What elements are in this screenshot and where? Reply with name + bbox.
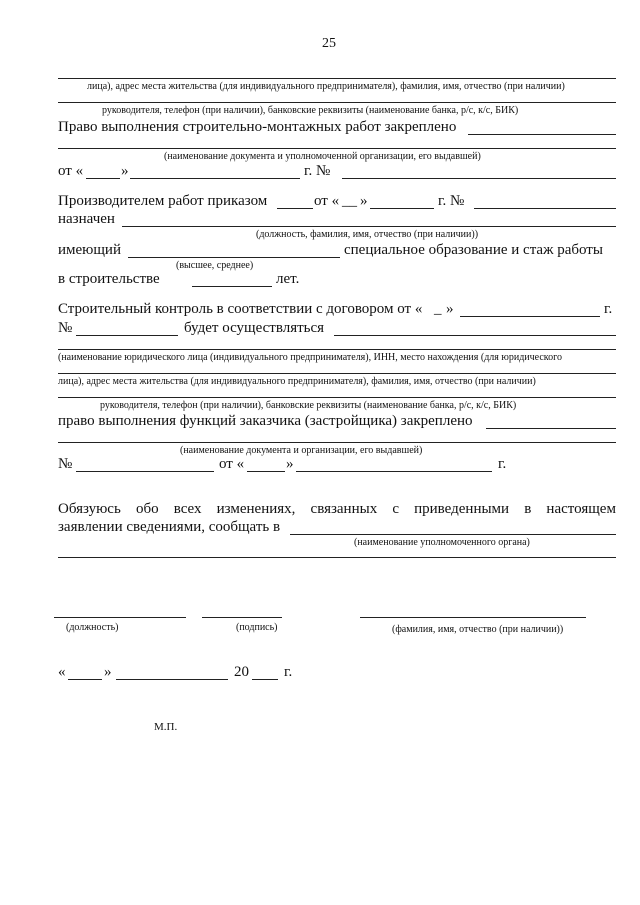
producer-from: от «	[314, 193, 340, 209]
field-line[interactable]	[58, 373, 616, 374]
appointed-field[interactable]	[122, 226, 616, 227]
special-education-label: специальное образование и стаж работы	[344, 242, 603, 258]
stamp-place: М.П.	[154, 721, 178, 733]
commit-word: изменениях,	[216, 501, 296, 517]
caption-fullname: (фамилия, имя, отчество (при наличии))	[392, 624, 564, 635]
date-year-prefix: 20	[234, 664, 249, 680]
signature-field[interactable]	[202, 617, 282, 618]
field-line[interactable]	[468, 134, 616, 135]
date-year-field[interactable]	[252, 679, 278, 680]
controller-field[interactable]	[334, 335, 616, 336]
producer-year: г. №	[438, 193, 465, 209]
page-number: 25	[322, 36, 336, 51]
contract-number-field[interactable]	[76, 335, 178, 336]
commit-word: обо	[135, 501, 159, 517]
control-day[interactable]: _	[434, 301, 442, 317]
commitment-line-1	[58, 502, 616, 517]
month-field[interactable]	[370, 208, 434, 209]
field-line[interactable]	[58, 102, 616, 103]
from-close: »	[121, 163, 129, 179]
year-label-2: г.	[498, 456, 507, 472]
producer-day[interactable]: __	[342, 193, 357, 209]
field-line[interactable]	[58, 557, 616, 558]
appointed-label: назначен	[58, 211, 115, 227]
caption-document-org: (наименование документа и уполномоченной организации, его выдавшей)	[164, 151, 481, 162]
caption-position: (должность)	[66, 622, 119, 633]
education-field[interactable]	[128, 257, 340, 258]
document-number-field[interactable]	[76, 471, 214, 472]
caption-position-name: (должность, фамилия, имя, отчество (при наличии))	[256, 229, 479, 240]
year-no: г. №	[304, 163, 331, 179]
commit-word: настоящем	[546, 501, 616, 517]
commitment-line-2: заявлении сведениями, сообщать в	[58, 519, 281, 535]
position-sign-field[interactable]	[54, 617, 186, 618]
month-field[interactable]	[296, 471, 492, 472]
no-label: №	[58, 456, 73, 472]
from-close-2: »	[286, 456, 294, 472]
customer-right-label: право выполнения функций заказчика (застройщика) закреплено	[58, 413, 473, 429]
month-field[interactable]	[130, 178, 300, 179]
caption-legal-entity: (наименование юридического лица (индивидуального предпринимателя), ИНН, место нахождения (для юридического	[58, 352, 562, 363]
order-field[interactable]	[277, 208, 313, 209]
commit-word: в	[524, 501, 532, 517]
authority-field[interactable]	[290, 534, 616, 535]
caption-applicant-bank: руководителя, телефон (при наличии), банковские реквизиты (наименование банка, р/с, к/с, БИК)	[102, 105, 519, 116]
date-open: «	[58, 664, 66, 680]
control-no: №	[58, 320, 73, 336]
date-close: »	[104, 664, 112, 680]
caption-education: (высшее, среднее)	[176, 260, 254, 271]
control-label: Строительный контроль в соответствии с договором от «	[58, 301, 423, 317]
field-line[interactable]	[58, 442, 616, 443]
years-label: лет.	[276, 271, 300, 287]
contract-date-field[interactable]	[460, 316, 600, 317]
fullname-field[interactable]	[360, 617, 586, 618]
day-field[interactable]	[247, 471, 285, 472]
caption-signature: (подпись)	[236, 622, 278, 633]
date-g: г.	[284, 664, 293, 680]
from-open-2: от «	[219, 456, 245, 472]
day-field[interactable]	[86, 178, 120, 179]
producer-label: Производителем работ приказом	[58, 193, 268, 209]
field-line[interactable]	[58, 349, 616, 350]
caption-document-issuer: (наименование документа и организации, его выдавшей)	[180, 445, 423, 456]
field-line[interactable]	[58, 397, 616, 398]
number-field[interactable]	[342, 178, 616, 179]
field-line[interactable]	[58, 148, 616, 149]
commit-word: с	[392, 501, 399, 517]
control-year: г.	[604, 301, 613, 317]
number-field[interactable]	[474, 208, 616, 209]
customer-field[interactable]	[486, 428, 616, 429]
will-be-label: будет осуществляться	[184, 320, 325, 336]
right-title: Право выполнения строительно-монтажных работ закреплено	[58, 119, 457, 135]
date-month-field[interactable]	[116, 679, 228, 680]
date-day-field[interactable]	[68, 679, 102, 680]
having-label: имеющий	[58, 242, 121, 258]
experience-field[interactable]	[192, 286, 272, 287]
field-line[interactable]	[58, 78, 616, 79]
from-open: от «	[58, 163, 84, 179]
control-close: »	[446, 301, 454, 317]
producer-close: »	[360, 193, 368, 209]
commit-word: связанных	[310, 501, 378, 517]
caption-controller-address: лица), адрес места жительства (для индивидуального предпринимателя), фамилия, имя, отчество (при наличии)	[58, 376, 536, 387]
commit-word: всех	[173, 501, 202, 517]
commit-word: Обязуюсь	[58, 501, 121, 517]
caption-controller-bank: руководителя, телефон (при наличии), банковские реквизиты (наименование банка, р/с, к/с, БИК)	[100, 400, 517, 411]
in-construction-label: в строительстве	[58, 271, 160, 287]
caption-authority: (наименование уполномоченного органа)	[354, 537, 530, 548]
commit-word: приведенными	[414, 501, 510, 517]
caption-applicant-address: лица), адрес места жительства (для индивидуального предпринимателя), фамилия, имя, отчество (при наличии)	[87, 81, 565, 92]
